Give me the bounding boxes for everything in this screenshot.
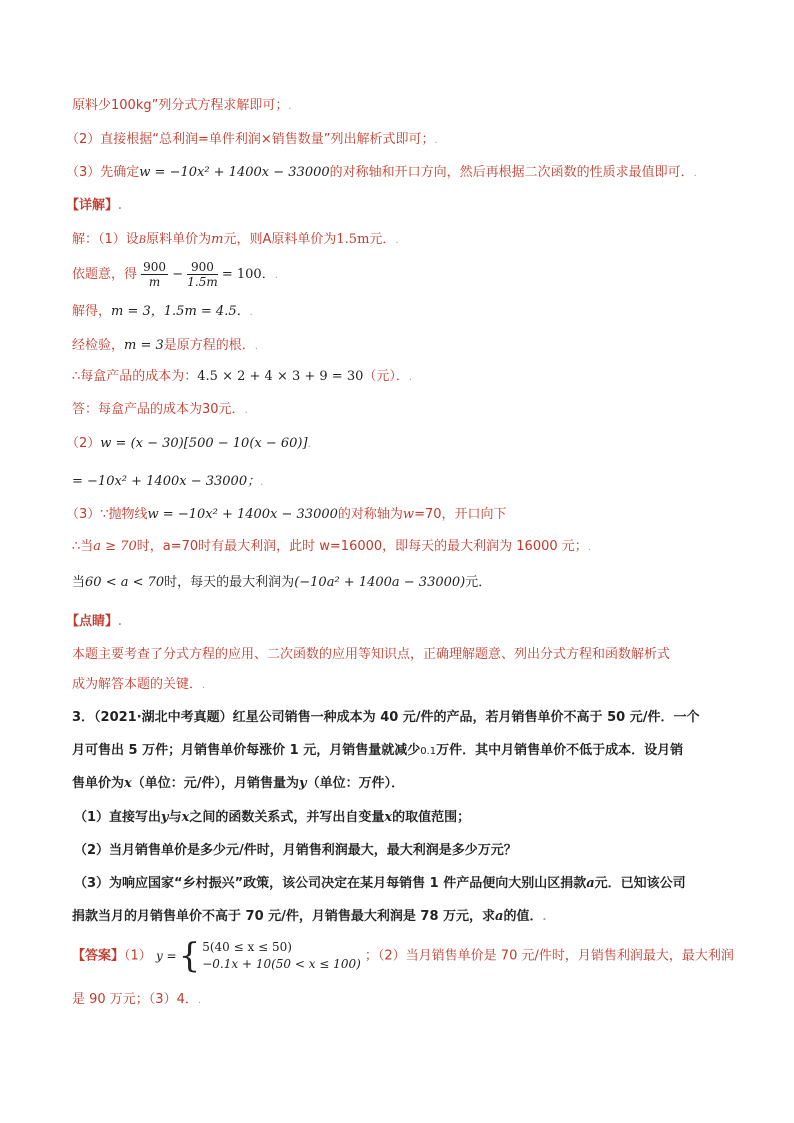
- text-line: 解得，m = 3，1.5m = 4.5．.: [72, 304, 253, 319]
- text-line: 是 90 万元；（3）4．.: [72, 992, 202, 1007]
- answer-line: 【答案】（1） y = { 5(40 ≤ x ≤ 50) −0.1x + 10(50 < x ≤ 100) ；（2）当月销售单价是 70 元/件时，月销售利润最大，最大利润: [72, 936, 734, 976]
- text-line: ∴每盒产品的成本为：4.5 × 2 + 4 × 3 + 9 = 30（元）．.: [72, 369, 413, 384]
- fraction: $\frac{900}{m}$: [143, 260, 167, 289]
- fraction: $\frac{900}{1.5m}$: [187, 260, 218, 289]
- detail-heading: 【详解】.: [66, 198, 122, 213]
- text-line: 成为解答本题的关键．.: [72, 677, 206, 692]
- answer-heading: 【答案】: [72, 948, 125, 964]
- text-line: 当60 < a < 70时，每天的最大利润为(−10a² + 1400a − 33000)元．: [72, 575, 492, 590]
- text-line: 本题主要考查了分式方程的应用、二次函数的应用等知识点，正确理解题意、列出分式方程和函数解析式: [72, 647, 671, 662]
- text-line: = −10x² + 1400x − 33000；.: [72, 474, 264, 489]
- text-line: ∴当a ≥ 70时，a=70时有最大利润，此时 w=16000，即每天的最大利润为 16000 元；.: [72, 539, 591, 554]
- text-line: （2）直接根据“总利润=单件利润×销售数量”列出解析式即可；.: [66, 132, 438, 147]
- text-line: （3）∵抛物线w = −10x² + 1400x − 33000的对称轴为w=70，开口向下: [66, 507, 507, 522]
- question-title: 3．（2021·湖北中考真题）红星公司销售一种成本为 40 元/件的产品，若月销售单价不高于 50 元/件．一个: [72, 710, 700, 725]
- text-line: （3）为响应国家“乡村振兴”政策，该公司决定在某月每销售 1 件产品便向大别山区捐款a元．已知该公司: [74, 876, 686, 891]
- text-line: 捐款当月的月销售单价不高于 70 元/件，月销售最大利润是 78 万元，求a的值．.: [72, 909, 547, 924]
- piecewise-function: y = { 5(40 ≤ x ≤ 50) −0.1x + 10(50 < x ≤ 100): [155, 936, 361, 976]
- comment-heading: 【点睛】.: [66, 614, 122, 629]
- text-line: 月可售出 5 万件；月销售单价每涨价 1 元，月销售量就减少0.1万件．其中月销售单价不低于成本．设月销: [72, 743, 684, 758]
- text-line: 依题意，得 $\frac{900}{m}$ − $\frac{900}{1.5m}$ = 100．.: [72, 260, 278, 289]
- text-line: （2）w = (x − 30)[500 − 10(x − 60)].: [66, 436, 311, 451]
- text-line: （2）当月销售单价是多少元/件时，月销售利润最大，最大利润是多少万元？: [74, 843, 517, 858]
- text-line: 解：（1）设B原料单价为m元，则A原料单价为1.5m元．.: [72, 232, 399, 247]
- text-line: 答：每盒产品的成本为30元．.: [72, 402, 248, 417]
- text-line: （3）先确定w = −10x² + 1400x − 33000的对称轴和开口方向，然后再根据二次函数的性质求最值即可．.: [66, 165, 697, 180]
- text-line: 原料少100kg”列分式方程求解即可；.: [72, 98, 292, 113]
- text-line: 售单价为x（单位：元/件），月销售量为y（单位：万件）．: [72, 776, 405, 791]
- text-line: 经检验，m = 3是原方程的根．.: [72, 338, 258, 353]
- text-line: （1）直接写出y与x之间的函数关系式，并写出自变量x的取值范围；: [74, 810, 471, 825]
